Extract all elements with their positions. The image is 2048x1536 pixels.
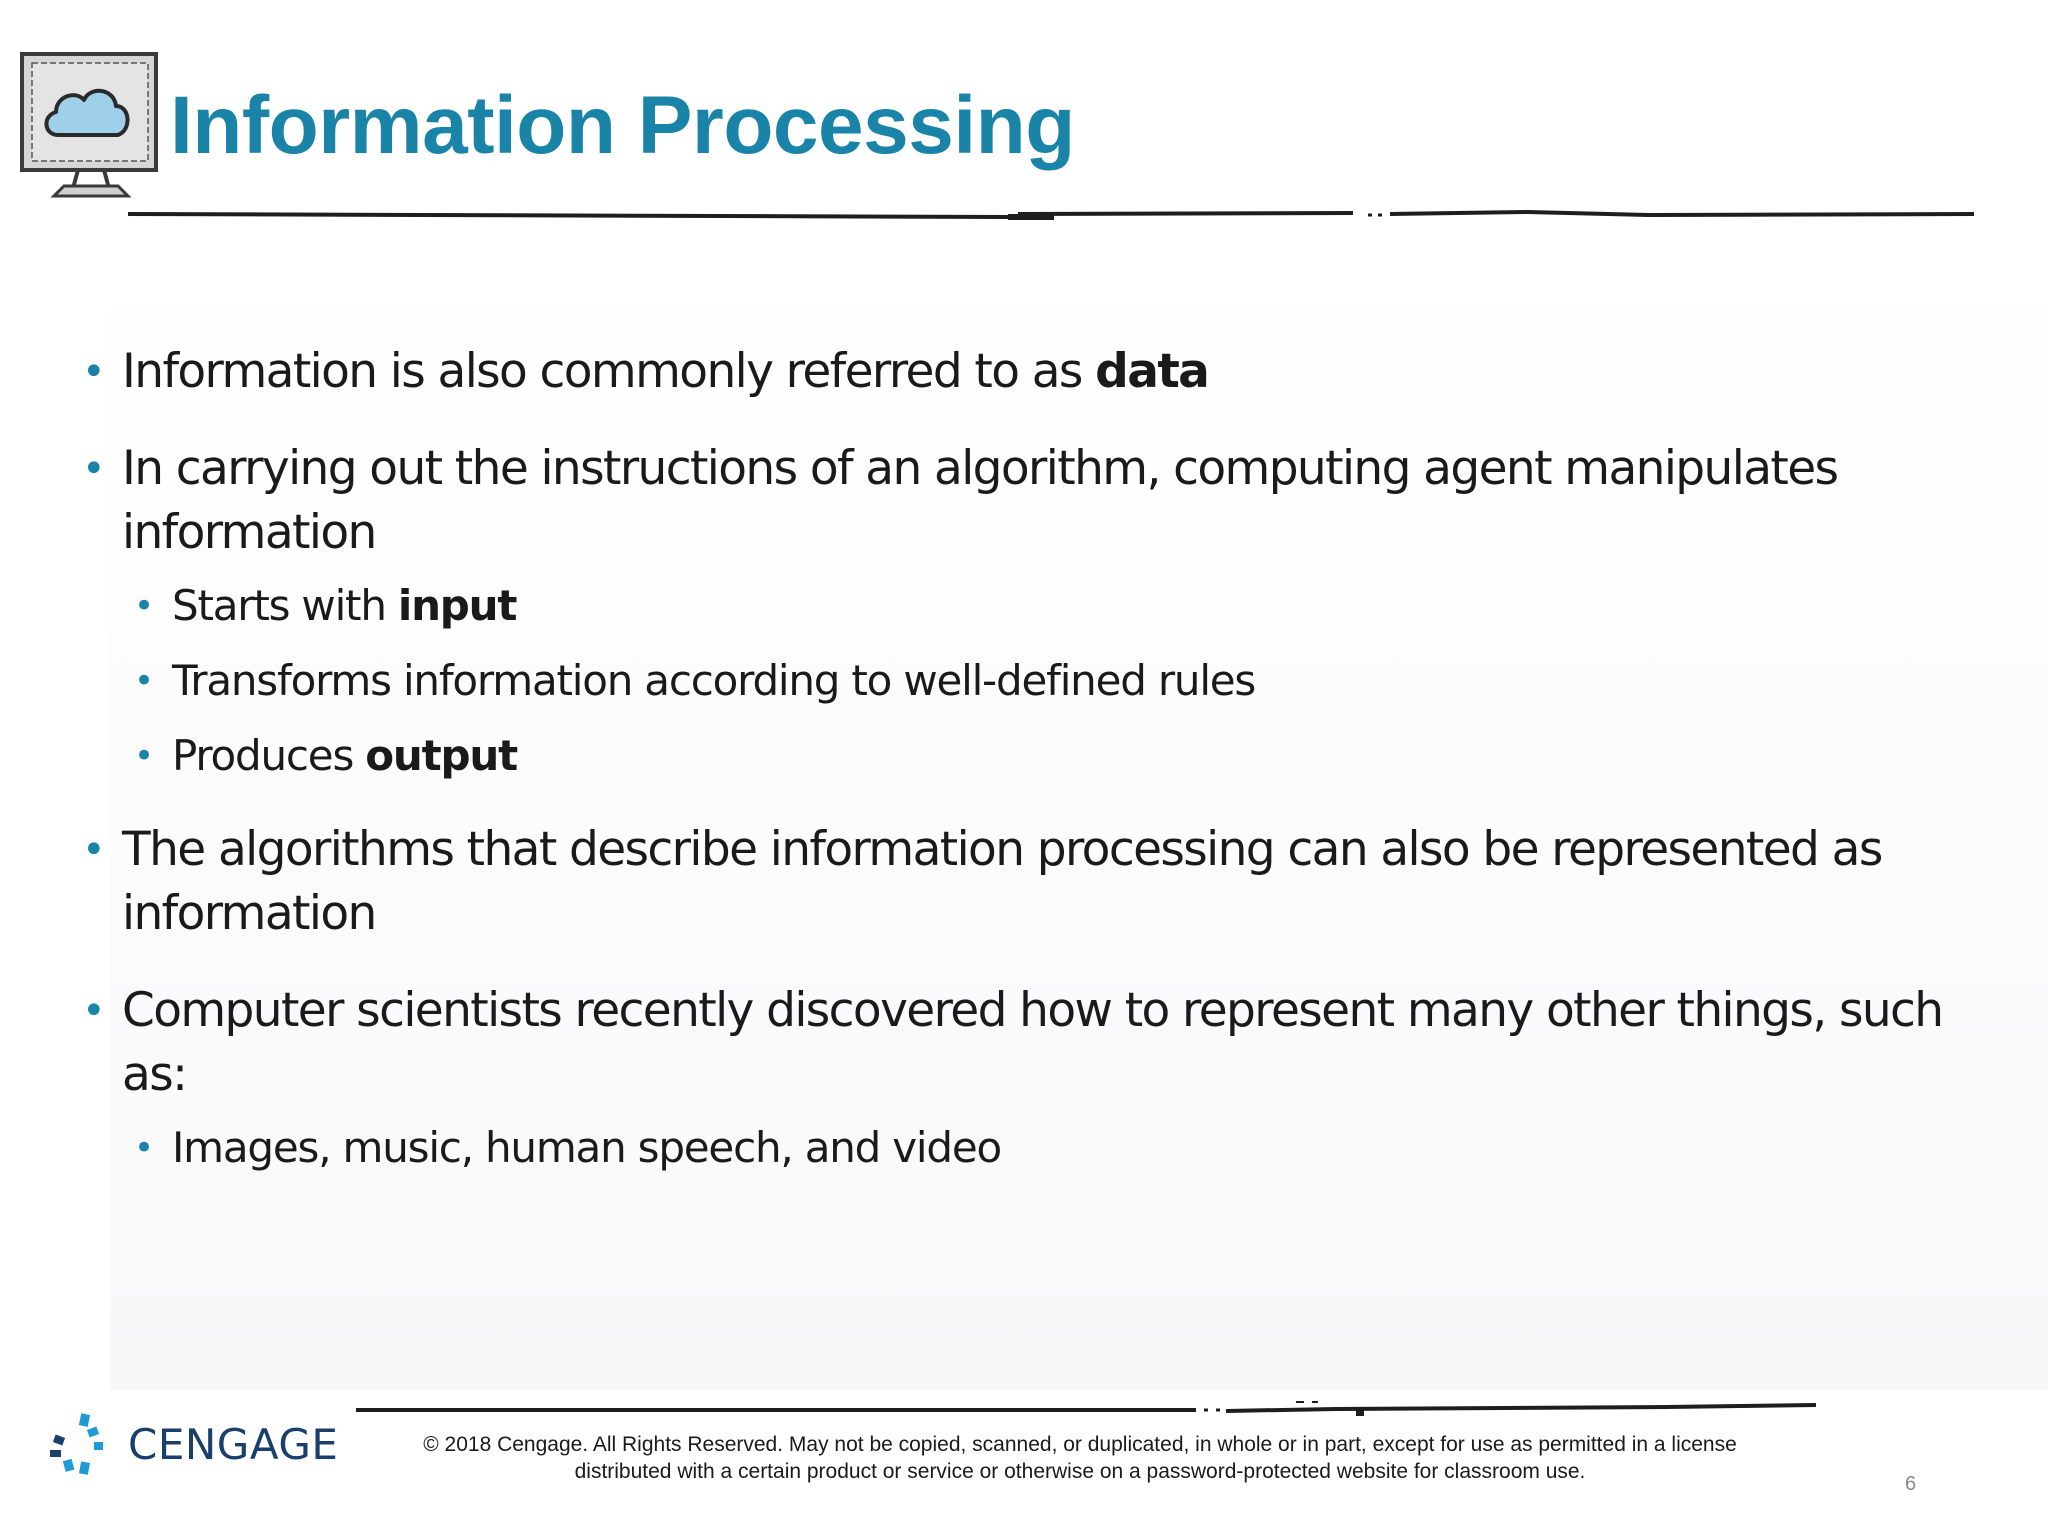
bullet-item <box>80 437 1980 565</box>
bullet-text: In carrying out the instructions of an algorithm, computing agent manipulates information <box>122 441 1838 560</box>
cloud-monitor-icon <box>18 50 164 206</box>
sub-bullet-item <box>132 577 1980 635</box>
bullet-item <box>80 340 1980 404</box>
cengage-logo-mark-icon <box>50 1412 116 1480</box>
cengage-logo-text: CENGAGE <box>128 1420 339 1469</box>
bullet-bold-term: input <box>397 581 517 630</box>
bullet-text: The algorithms that describe information processing can also be represented as information <box>122 822 1882 941</box>
bullet-item <box>80 979 1980 1107</box>
bullet-text: Computer scientists recently discovered how to represent many other things, such as: <box>122 983 1943 1102</box>
bullet-text: Information is also commonly referred to as <box>122 344 1096 399</box>
copyright-line: © 2018 Cengage. All Rights Reserved. May not be copied, scanned, or duplicated, in whole or in part, except for use as permitted in a license <box>423 1433 1737 1456</box>
page-number: 6 <box>1905 1473 1917 1495</box>
sub-bullet-item <box>132 727 1980 785</box>
sub-bullet-item <box>132 652 1980 710</box>
bullet-list <box>80 340 1980 1194</box>
copyright-notice <box>380 1431 1780 1485</box>
title-divider <box>128 200 1974 224</box>
bullet-text: Starts with <box>172 581 398 630</box>
bullet-bold-term: data <box>1095 344 1209 399</box>
slide-title: Information Processing <box>170 80 1075 171</box>
bullet-text: Transforms information according to well-defined rules <box>172 656 1256 705</box>
bullet-text: Images, music, human speech, and video <box>172 1123 1001 1172</box>
footer-divider <box>356 1394 1816 1422</box>
sub-bullet-item <box>132 1119 1980 1177</box>
bullet-item <box>80 818 1980 946</box>
bullet-text: Produces <box>172 731 366 780</box>
copyright-line: distributed with a certain product or service or otherwise on a password-protected website for classroom use. <box>574 1460 1586 1483</box>
cengage-logo <box>50 1412 350 1482</box>
bullet-bold-term: output <box>365 731 517 780</box>
